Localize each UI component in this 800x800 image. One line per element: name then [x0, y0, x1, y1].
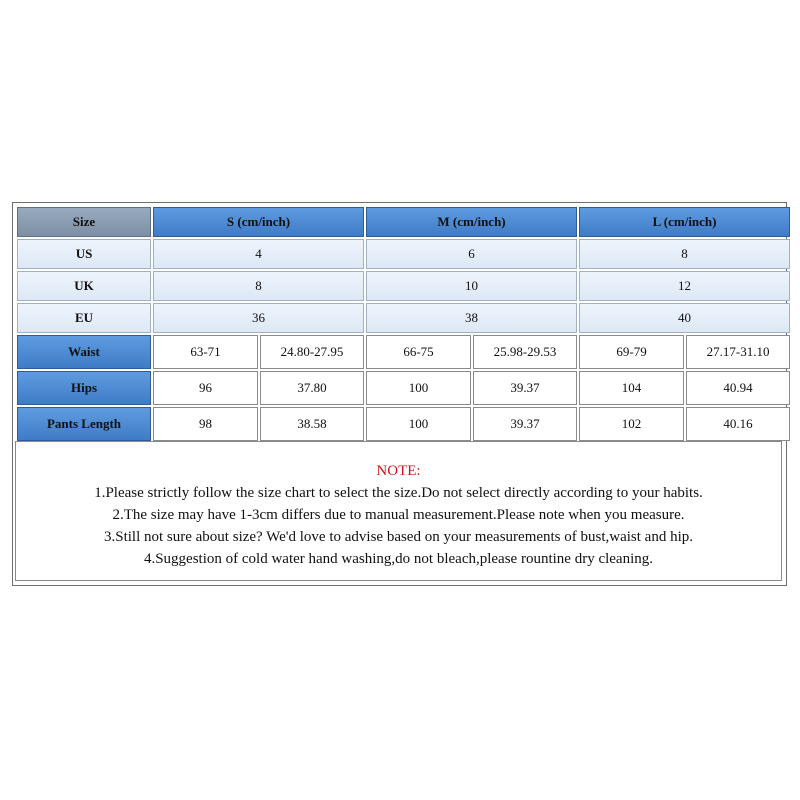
table-cell: 96: [153, 371, 258, 405]
table-cell: 39.37: [473, 371, 577, 405]
table-cell: 69-79: [579, 335, 684, 369]
header-size-s: S (cm/inch): [153, 207, 364, 237]
corner-header: Size: [17, 207, 151, 237]
table-cell: 98: [153, 407, 258, 441]
table-cell: 66-75: [366, 335, 471, 369]
row-label: US: [17, 239, 151, 269]
table-cell: 100: [366, 407, 471, 441]
notes-box: [15, 441, 782, 581]
row-label: Waist: [17, 335, 151, 369]
row-label: UK: [17, 271, 151, 301]
size-chart: [12, 202, 787, 586]
note-line-1: 1.Please strictly follow the size chart to select the size.Do not select directly according to your habits.: [94, 485, 703, 501]
table-cell: 40: [579, 303, 790, 333]
table-cell: 27.17-31.10: [686, 335, 790, 369]
row-uk: [17, 271, 790, 301]
table-cell: 10: [366, 271, 577, 301]
note-line-2: 2.The size may have 1-3cm differs due to manual measurement.Please note when you measure.: [112, 507, 685, 523]
row-label: Hips: [17, 371, 151, 405]
table-cell: 102: [579, 407, 684, 441]
table-cell: 37.80: [260, 371, 364, 405]
note-line-4: 4.Suggestion of cold water hand washing,do not bleach,please rountine dry cleaning.: [143, 551, 654, 567]
note-line-3: 3.Still not sure about size? We'd love to advise based on your measurements of bust,waist and hip.: [103, 529, 694, 545]
size-table: [15, 205, 792, 443]
table-cell: 100: [366, 371, 471, 405]
header-size-m: M (cm/inch): [366, 207, 577, 237]
row-hips: [17, 371, 790, 405]
row-eu: [17, 303, 790, 333]
table-cell: 12: [579, 271, 790, 301]
table-cell: 4: [153, 239, 364, 269]
table-cell: 38: [366, 303, 577, 333]
row-waist: [17, 335, 790, 369]
table-cell: 104: [579, 371, 684, 405]
table-cell: 39.37: [473, 407, 577, 441]
row-label: EU: [17, 303, 151, 333]
table-cell: 38.58: [260, 407, 364, 441]
table-cell: 63-71: [153, 335, 258, 369]
row-pants-length: [17, 407, 790, 441]
table-cell: 36: [153, 303, 364, 333]
table-cell: 6: [366, 239, 577, 269]
header-size-l: L (cm/inch): [579, 207, 790, 237]
row-us: [17, 239, 790, 269]
row-label: Pants Length: [17, 407, 151, 441]
table-cell: 24.80-27.95: [260, 335, 364, 369]
note-title: NOTE:: [376, 463, 421, 479]
table-cell: 25.98-29.53: [473, 335, 577, 369]
table-cell: 40.94: [686, 371, 790, 405]
header-row: [17, 207, 790, 237]
table-cell: 8: [579, 239, 790, 269]
table-cell: 8: [153, 271, 364, 301]
table-cell: 40.16: [686, 407, 790, 441]
